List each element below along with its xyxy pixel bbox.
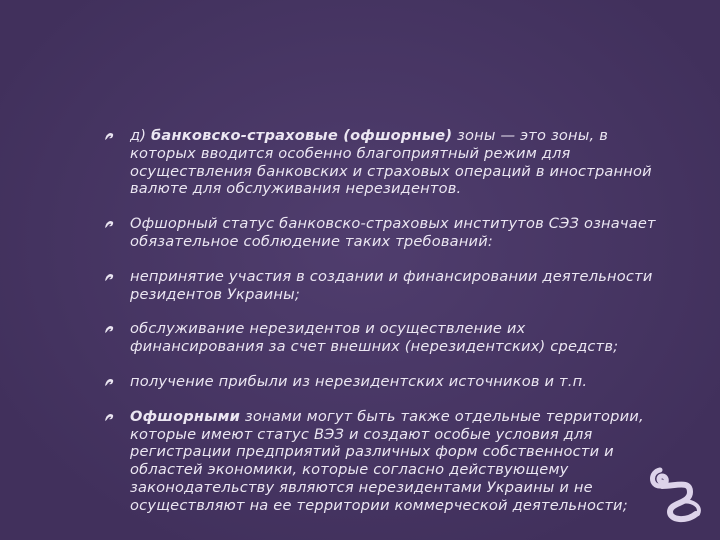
curl-bullet-icon [104, 377, 115, 388]
list-item [104, 373, 664, 391]
list-item [104, 408, 664, 515]
item-text: получение прибыли из нерезидентских источников и т.п. [130, 372, 588, 390]
list-item [104, 127, 664, 198]
item-bold-text: банковско-страховые (офшорные) [151, 127, 453, 144]
item-prefix: д) [130, 127, 152, 144]
item-text: зоны — это зоны, в которых вводится особенно благоприятный режим для осуществления банковских и страховых операций в иностранной валюте для обслуживания нерезидентов. [130, 127, 652, 198]
flourish-ornament-icon [646, 462, 710, 526]
item-text: зонами могут быть также отдельные территории, которые имеют статус ВЭЗ и создают особые условия для регистрации предприятий различных форм собственности и областей экономики, которые согласно действующему законодательству являются нерезидентами Украины и не осуществляют на ее территории коммерческой деятельности; [130, 407, 644, 514]
curl-bullet-icon [104, 131, 115, 142]
item-text: непринятие участия в создании и финансировании деятельности резидентов Украины; [130, 267, 653, 303]
item-bold-text: Офшорными [130, 407, 241, 425]
list-item [104, 215, 664, 251]
item-text: Офшорный статус банковско-страховых институтов СЭЗ означает обязательное соблюдение таких требований: [130, 215, 656, 250]
curl-bullet-icon [104, 412, 115, 423]
item-text: обслуживание нерезидентов и осуществление их финансирования за счет внешних (нерезидентских) средств; [130, 320, 619, 356]
list-item [104, 320, 664, 356]
list-item [104, 268, 664, 304]
curl-bullet-icon [104, 219, 115, 230]
curl-bullet-icon [104, 272, 115, 283]
curl-bullet-icon [104, 324, 115, 335]
bullet-list [104, 127, 664, 515]
